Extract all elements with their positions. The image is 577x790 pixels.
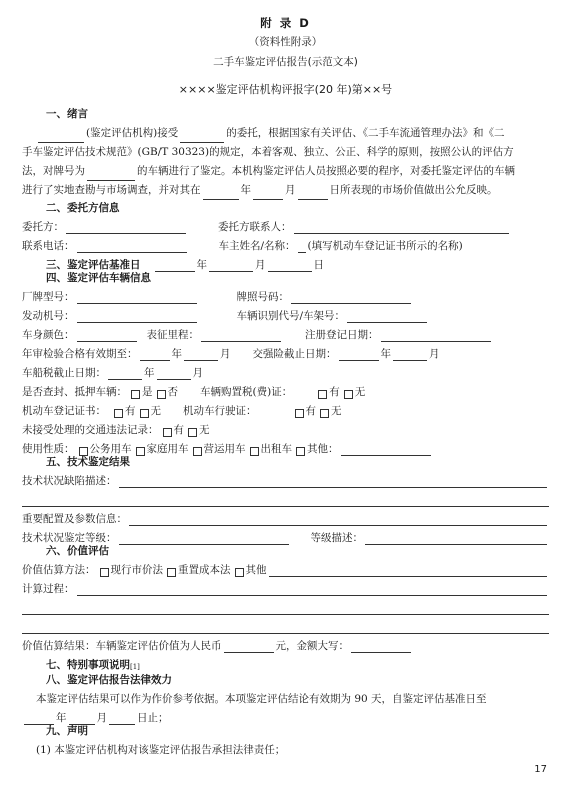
date-year-blank[interactable] [203, 188, 239, 200]
validity-month-field[interactable] [69, 713, 95, 725]
section-3-row: 三、鉴定评估基准日 年 月 日 [46, 258, 324, 271]
grade-field[interactable] [119, 533, 289, 545]
seized-row: 是否查封、抵押车辆： 是 否 车辆购置税(费)证： 有 无 [22, 385, 366, 398]
color-field[interactable] [77, 330, 137, 342]
section-3-title: 三、鉴定评估基准日 [46, 258, 141, 271]
method-other-checkbox[interactable] [235, 568, 244, 577]
inspection-row: 年审检验合格有效期至： 年 月 交强险截止日期： 年 月 [22, 347, 440, 360]
insurance-month-field[interactable] [393, 349, 427, 361]
config-field[interactable] [129, 514, 547, 526]
reg-cert-have-checkbox[interactable] [114, 409, 123, 418]
tax-year-field[interactable] [108, 368, 142, 380]
seized-no-checkbox[interactable] [157, 390, 166, 399]
usage-other-field[interactable] [341, 444, 431, 456]
appendix-nature: （资料性附录） [248, 36, 323, 49]
report-number: ××××鉴定评估机构评报字(20 年)第××号 [178, 82, 393, 96]
violation-none-checkbox[interactable] [188, 428, 197, 437]
validity-line-1: 本鉴定评估结果可以作为作价参考依据。本项鉴定评估结论有效期为 90 天，自鉴定评估基准日至 [36, 693, 487, 705]
defects-extra-line[interactable] [22, 488, 549, 507]
grade-desc-field[interactable] [365, 533, 547, 545]
license-none-checkbox[interactable] [320, 409, 329, 418]
section-8-title: 八、鉴定评估报告法律效力 [46, 674, 172, 686]
insurance-year-field[interactable] [339, 349, 379, 361]
engine-row: 发动机号： 车辆识别代号/车架号： [22, 304, 549, 323]
plate-blank[interactable] [87, 169, 135, 181]
section-6-title: 六、价值评估 [46, 544, 109, 557]
page-number: 17 [534, 763, 547, 775]
section-5-title: 五、技术鉴定结果 [46, 455, 130, 468]
date-month-blank[interactable] [253, 188, 283, 200]
section-9-title: 九、声明 [46, 725, 88, 738]
usage-row: 使用性质： 公务用车 家庭用车 营运用车 出租车 其他： [22, 437, 549, 456]
process-extra-line-2[interactable] [22, 615, 549, 634]
declaration-item-1: (1) 本鉴定评估机构对该鉴定评估报告承担法律责任； [36, 744, 286, 757]
process-row: 计算过程： [22, 577, 549, 596]
usage-commercial-checkbox[interactable] [193, 447, 202, 456]
contact-field[interactable] [294, 222, 509, 234]
brand-field[interactable] [77, 292, 197, 304]
phone-field[interactable] [77, 241, 187, 253]
base-month-blank[interactable] [209, 260, 253, 272]
usage-other-checkbox[interactable] [296, 447, 305, 456]
process-field[interactable] [77, 584, 548, 596]
violation-have-checkbox[interactable] [163, 428, 172, 437]
method-other-field[interactable] [269, 565, 548, 577]
usage-taxi-checkbox[interactable] [250, 447, 259, 456]
certificate-row: 机动车登记证书： 有 无 机动车行驶证： 有 无 [22, 404, 342, 417]
validity-year-field[interactable] [24, 713, 54, 725]
client-row: 委托方： 委托方联系人： [22, 215, 549, 234]
brand-row: 厂牌型号： 牌照号码： [22, 285, 549, 304]
date-day-blank[interactable] [298, 188, 328, 200]
seized-yes-checkbox[interactable] [131, 390, 140, 399]
validity-line-2: 年 月 日止； [22, 706, 549, 725]
tax-row: 车船税截止日期： 年 月 [22, 366, 203, 379]
method-cost-checkbox[interactable] [167, 568, 176, 577]
method-market-checkbox[interactable] [100, 568, 109, 577]
tax-month-field[interactable] [157, 368, 191, 380]
usage-official-checkbox[interactable] [79, 447, 88, 456]
report-title: 二手车鉴定评估报告(示范文本) [213, 55, 358, 68]
config-row: 重要配置及参数信息： [22, 507, 549, 526]
defects-field[interactable] [119, 476, 548, 488]
section-2-title: 二、委托方信息 [46, 201, 120, 214]
violation-row: 未接受处理的交通违法记录： 有 无 [22, 423, 210, 436]
usage-family-checkbox[interactable] [136, 447, 145, 456]
license-have-checkbox[interactable] [295, 409, 304, 418]
reg-cert-none-checkbox[interactable] [140, 409, 149, 418]
client-field[interactable] [66, 222, 186, 234]
method-row: 价值估算方法： 现行市价法 重置成本法 其他 [22, 558, 549, 577]
defects-row: 技术状况缺陷描述： [22, 469, 549, 488]
section-4-title: 四、鉴定评估车辆信息 [46, 271, 151, 284]
base-day-blank[interactable] [268, 260, 312, 272]
regdate-field[interactable] [381, 330, 491, 342]
base-year-blank[interactable] [155, 260, 195, 272]
inspection-month-field[interactable] [184, 349, 218, 361]
process-extra-line-1[interactable] [22, 596, 549, 615]
section-1-title: 一、绪言 [46, 108, 88, 121]
purchase-tax-none-checkbox[interactable] [344, 390, 353, 399]
result-words-field[interactable] [351, 641, 411, 653]
agency-blank[interactable] [38, 131, 84, 143]
section-1-body: (鉴定评估机构)接受 的委托，根据国家有关评估、《二手车流通管理办法》和《二 手车鉴定评估技术规范》(GB/T 30323)的规定，本着客观、独立、公正、科学的原则，按照公认的评估方 法，对牌号为 的车辆进行了鉴定。本机构鉴定评估人员按照必要的程序，对委托鉴定评估的车辆 进行了实地查勘与市场调查，并对其在 年 月 日所表现的市场价值做出公允反映。 [22, 124, 549, 200]
result-row: 价值估算结果：车辆鉴定评估价值为人民币 元，金额大写： [22, 634, 549, 653]
appendix-label: 附 录 D [260, 16, 311, 30]
inspection-year-field[interactable] [140, 349, 170, 361]
consignor-blank[interactable] [180, 131, 224, 143]
plate-field[interactable] [291, 292, 411, 304]
engine-field[interactable] [77, 311, 197, 323]
phone-row: 联系电话： 车主姓名/名称： (填写机动车登记证书所示的名称) [22, 239, 463, 252]
vin-field[interactable] [347, 311, 427, 323]
color-row: 车身颜色： 表征里程： 注册登记日期： [22, 323, 549, 342]
section-7-row [22, 653, 549, 672]
grade-row: 技术状况鉴定等级： 等级描述： [22, 526, 549, 545]
validity-day-field[interactable] [109, 713, 135, 725]
footnote-ref: [1] [130, 663, 140, 672]
purchase-tax-have-checkbox[interactable] [318, 390, 327, 399]
mileage-field[interactable] [201, 330, 281, 342]
owner-field[interactable] [298, 241, 306, 253]
result-amount-field[interactable] [224, 641, 274, 653]
section-7-title: 七、特别事项说明 [46, 658, 130, 671]
